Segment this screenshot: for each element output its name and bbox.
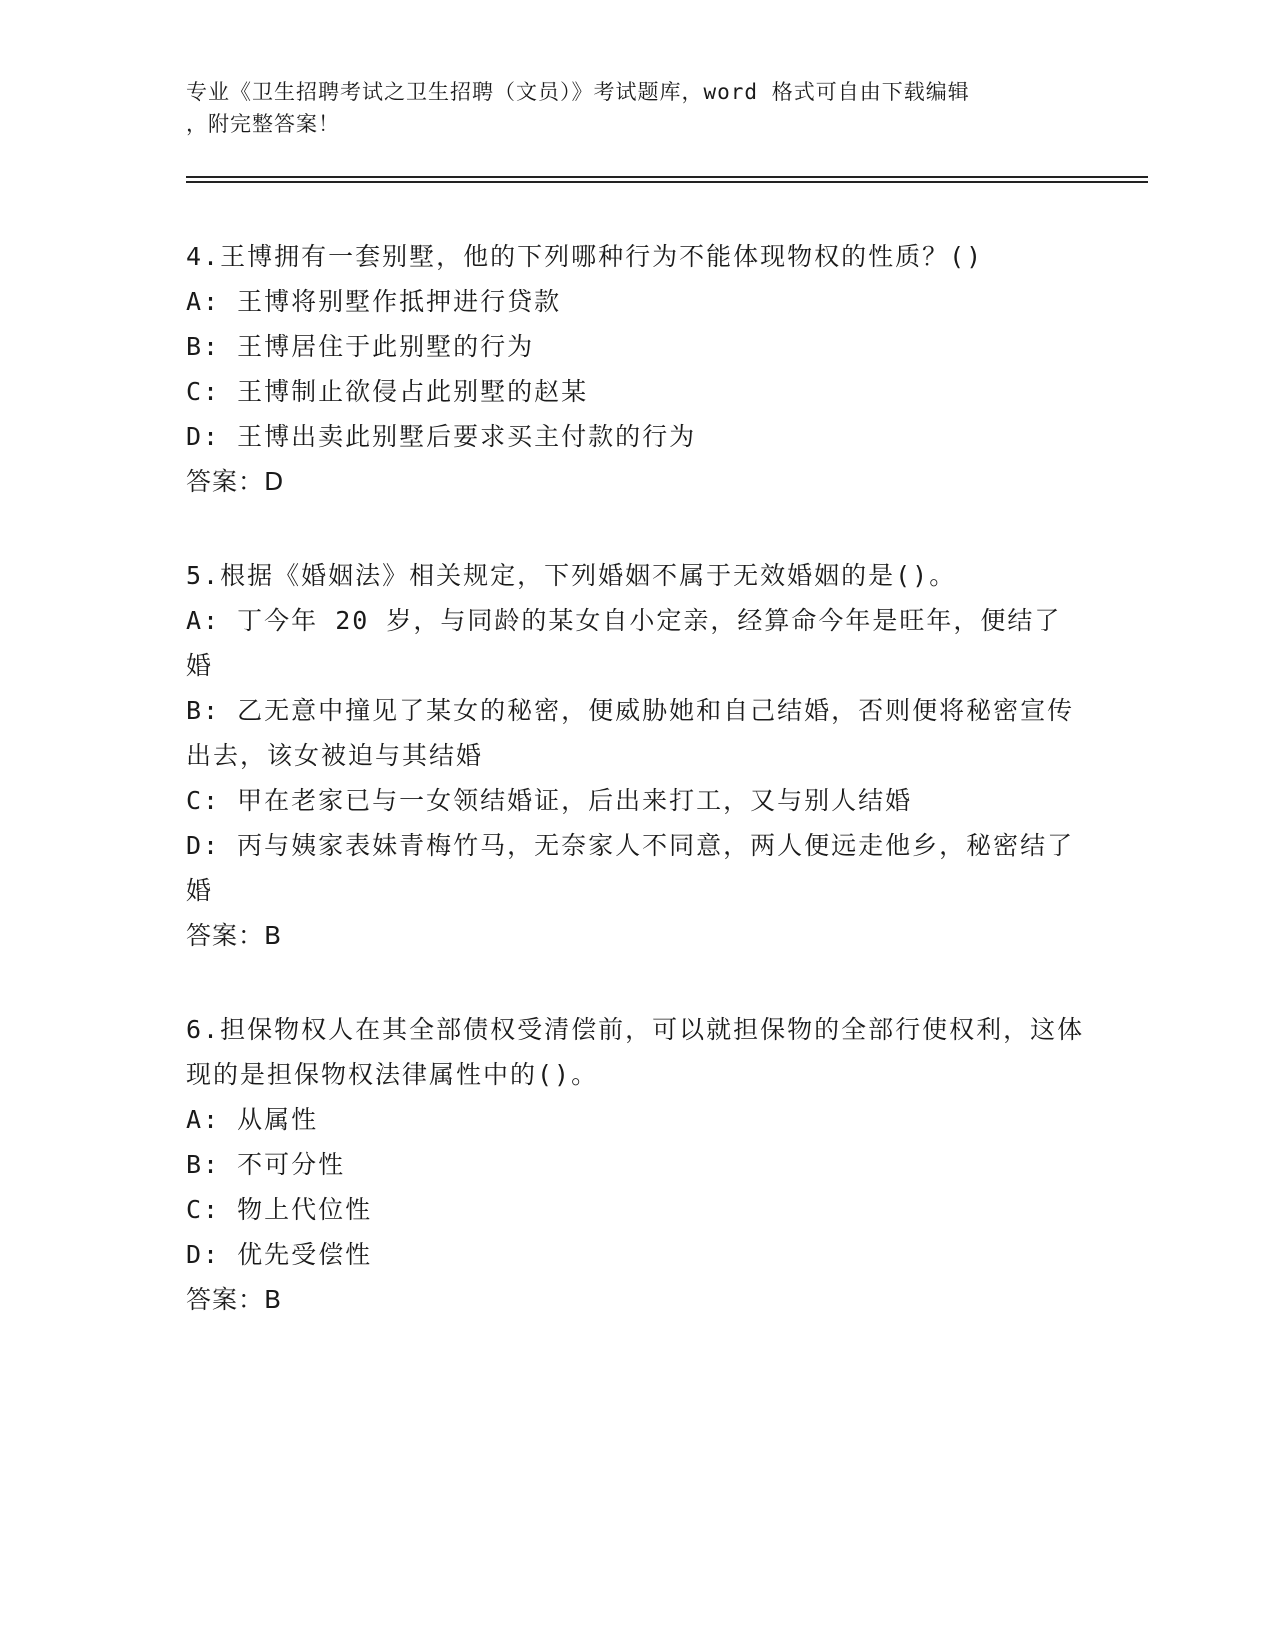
question-4 [186,234,1086,504]
option-d: D: 丙与姨家表妹青梅竹马，无奈家人不同意，两人便远走他乡，秘密结了婚 [186,831,1075,905]
question-6 [186,1007,1086,1322]
option-b: B: 乙无意中撞见了某女的秘密，便威胁她和自己结婚，否则便将秘密宣传出去，该女被迫与其结婚 [186,696,1075,770]
option-a: A: 王博将别墅作抵押进行贷款 [186,287,562,316]
option-b: B: 不可分性 [186,1150,346,1179]
option-c: C: 物上代位性 [186,1195,373,1224]
answer-line: 答案：D [186,467,285,496]
answer-line: 答案：B [186,921,283,950]
header-divider-bottom [186,181,1148,183]
option-d: D: 王博出卖此别墅后要求买主付款的行为 [186,422,697,451]
option-a: A: 从属性 [186,1105,319,1134]
answer-line: 答案：B [186,1285,283,1314]
option-b: B: 王博居住于此别墅的行为 [186,332,535,361]
option-c: C: 王博制止欲侵占此别墅的赵某 [186,377,589,406]
question-5 [186,553,1086,958]
question-stem: 5.根据《婚姻法》相关规定，下列婚姻不属于无效婚姻的是()。 [186,561,957,590]
header-line-2: ，附完整答案！ [186,112,340,136]
option-c: C: 甲在老家已与一女领结婚证，后出来打工，又与别人结婚 [186,786,913,815]
question-stem: 6.担保物权人在其全部债权受清偿前，可以就担保物的全部行使权利，这体现的是担保物权法律属性中的()。 [186,1015,1085,1089]
option-a: A: 丁今年 20 岁，与同龄的某女自小定亲，经算命今年是旺年，便结了婚 [186,606,1062,680]
header-line-1: 专业《卫生招聘考试之卫生招聘（文员）》考试题库，word 格式可自由下载编辑 [186,80,970,104]
option-d: D: 优先受偿性 [186,1240,373,1269]
question-stem: 4.王博拥有一套别墅，他的下列哪种行为不能体现物权的性质？() [186,242,984,271]
document-header [186,76,1066,140]
header-divider-top [186,176,1148,178]
